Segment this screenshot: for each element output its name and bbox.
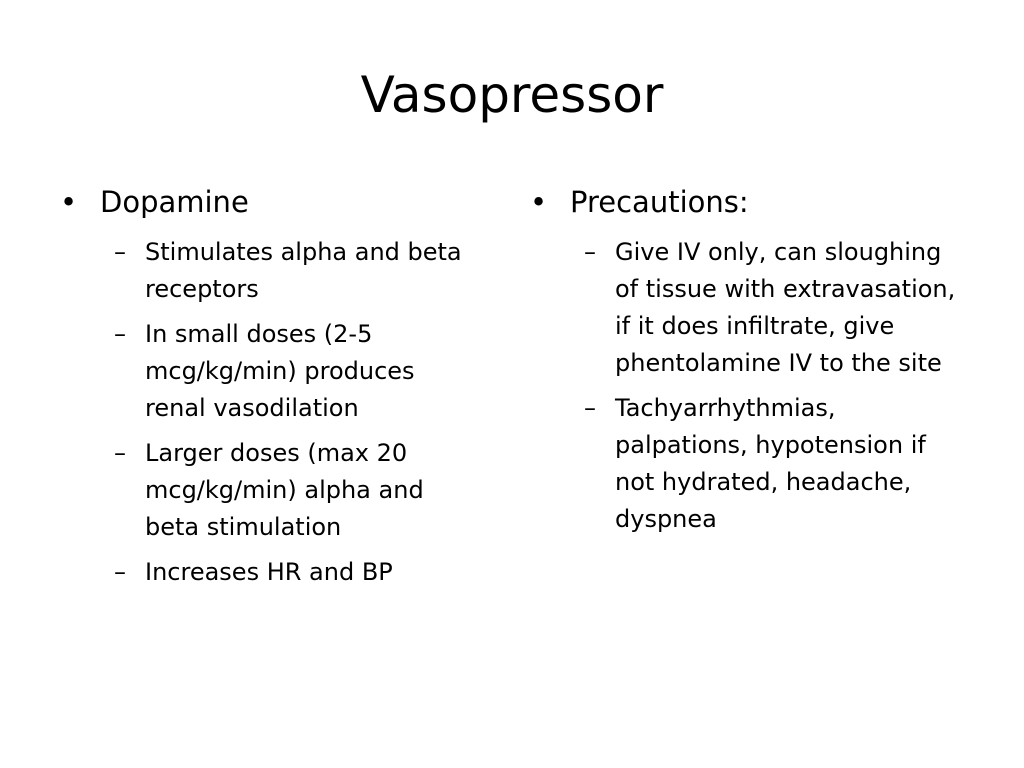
dash-icon: – xyxy=(114,320,126,348)
dash-icon: – xyxy=(114,439,126,467)
dash-icon: – xyxy=(584,238,596,266)
dash-icon: – xyxy=(114,238,126,266)
slide-title: Vasopressor xyxy=(360,66,664,124)
list-item-text: Give IV only, can sloughing of tissue with extravasation, if it does infiltrate, give phentolamine IV to the site xyxy=(615,238,956,377)
bullet-dopamine xyxy=(60,182,480,222)
bullet-heading: Precautions: xyxy=(570,185,749,219)
sub-list xyxy=(530,234,970,538)
left-column xyxy=(60,182,480,599)
list-item-text: Increases HR and BP xyxy=(145,558,393,586)
list-item xyxy=(100,435,480,546)
bullet-heading: Dopamine xyxy=(100,185,249,219)
bullet-icon: • xyxy=(60,185,78,219)
bullet-precautions xyxy=(530,182,970,222)
list-item xyxy=(100,554,480,591)
dash-icon: – xyxy=(584,394,596,422)
sub-list xyxy=(60,234,480,591)
list-item-text: Stimulates alpha and beta receptors xyxy=(145,238,462,303)
list-item xyxy=(100,316,480,427)
list-item xyxy=(570,390,970,538)
list-item-text: Larger doses (max 20 mcg/kg/min) alpha and beta stimulation xyxy=(145,439,424,541)
right-column xyxy=(530,182,970,546)
list-item xyxy=(570,234,970,382)
list-item xyxy=(100,234,480,308)
list-item-text: Tachyarrhythmias, palpations, hypotension if not hydrated, headache, dyspnea xyxy=(615,394,926,533)
list-item-text: In small doses (2-5 mcg/kg/min) produces renal vasodilation xyxy=(145,320,415,422)
dash-icon: – xyxy=(114,558,126,586)
bullet-icon: • xyxy=(530,185,548,219)
